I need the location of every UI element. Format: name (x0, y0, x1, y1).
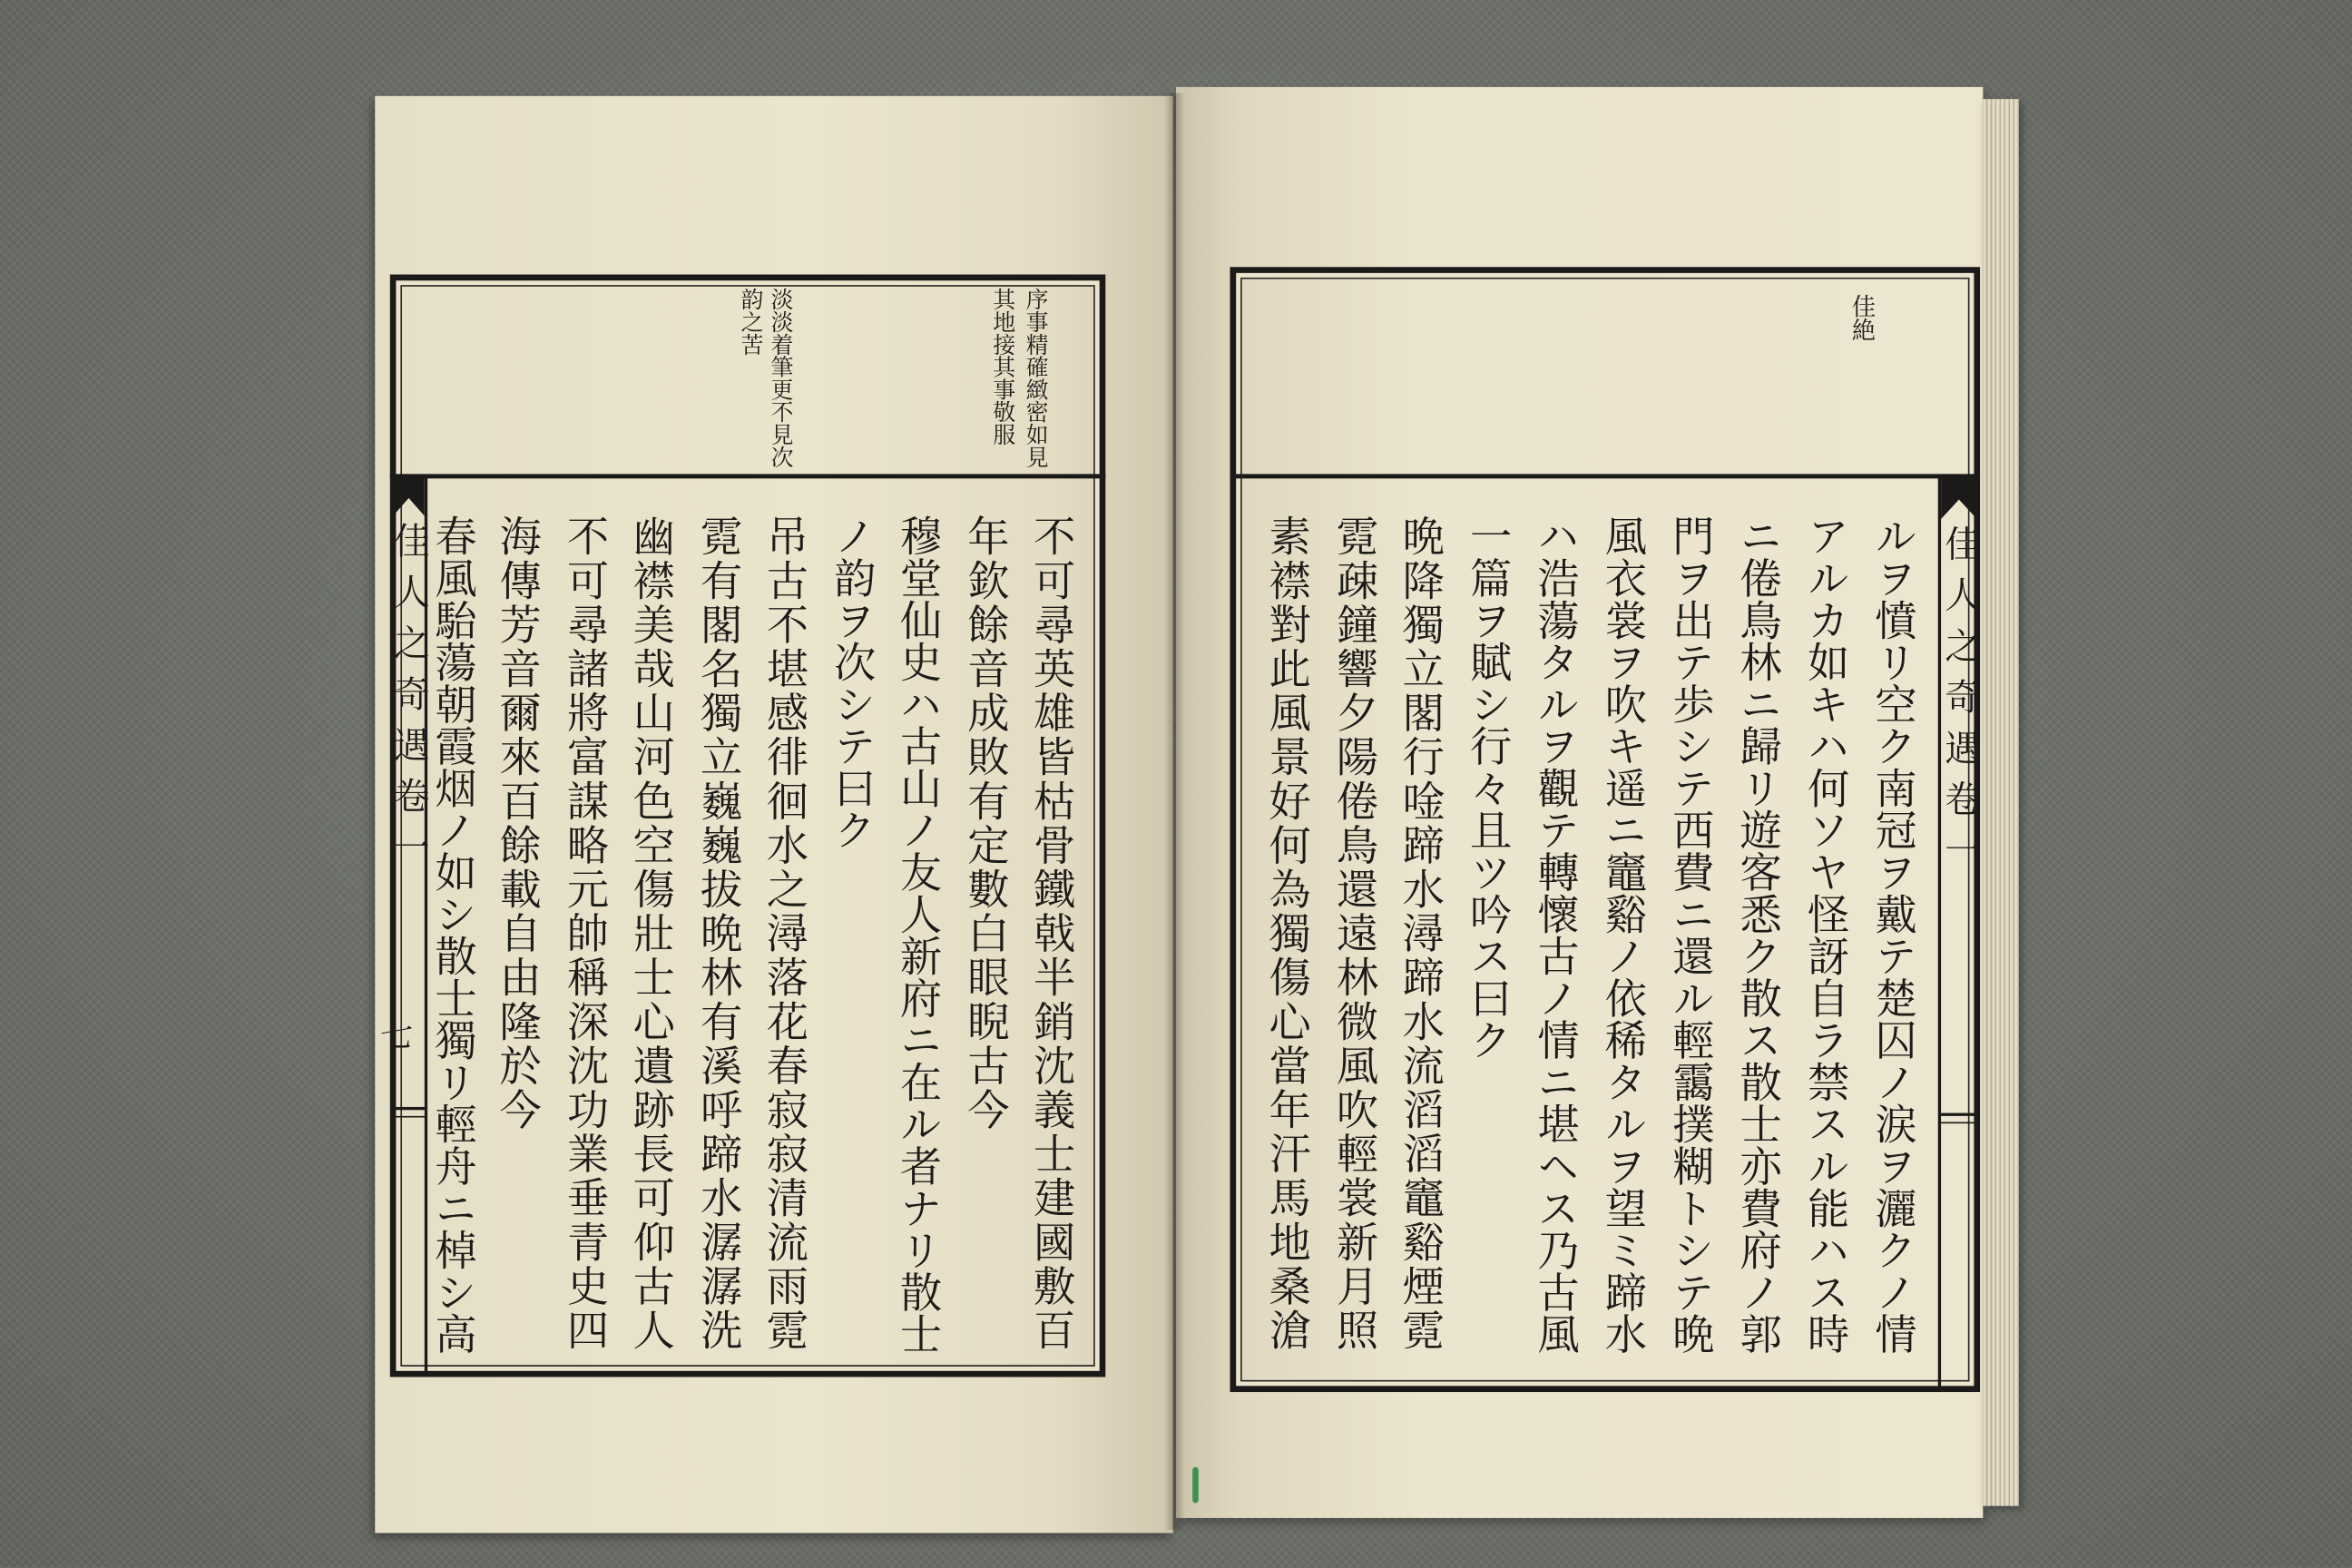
text-column: 幽襟美哉山河色空傷壯士心遺跡長可仰古人 (626, 514, 677, 1353)
text-column: 門ヲ出テ歩シテ西費ニ還ル輕靄撲糊トシテ晩 (1666, 514, 1717, 1355)
text-column: 吊古不堪感徘徊水之潯落花春寂寂清流雨霓 (760, 514, 810, 1353)
text-column: 海傳芳音爾來百餘載自由隆於今 (493, 514, 544, 1132)
text-column: ハ浩蕩タルヲ觀テ轉懷古ノ情ニ堪ヘス乃古風 (1531, 514, 1582, 1355)
header-note: 韵之苦 (738, 288, 766, 356)
text-column: 一篇ヲ賦シ行々且ツ吟ス曰ク (1464, 514, 1514, 1061)
text-column: 不可尋英雄皆枯骨鐵戟半銷沈義士建國敷百 (1027, 514, 1077, 1353)
right-header-rule (1230, 474, 1981, 478)
text-column: 晩降獨立閣行唫蹄水潯蹄水流滔滔竈谿煙霓 (1396, 514, 1446, 1353)
header-note: 其地接其事敬服 (990, 288, 1017, 446)
left-page-number: 七 (375, 1016, 413, 1051)
right-strip-divider (1941, 1113, 1977, 1116)
text-column: 素襟對此風景好何為獨傷心當年汗馬地桑滄 (1262, 514, 1313, 1353)
right-strip-divider (1941, 1122, 1977, 1123)
left-header-rule (390, 474, 1106, 478)
book-fold (1164, 93, 1185, 1530)
text-column: 春風駘蕩朝霞烟ノ如シ散士獨リ輕舟ニ棹シ高 (428, 514, 479, 1355)
page-edges (1983, 99, 2019, 1506)
left-strip-divider (393, 1107, 426, 1110)
text-column: ルヲ憤リ空ク南冠ヲ戴テ楚囚ノ涙ヲ灑クノ情 (1868, 514, 1919, 1355)
fishtail-mark-icon (393, 477, 425, 519)
header-note: 淡淡着筆更不見次 (768, 288, 796, 468)
text-column: 穆堂仙史ハ古山ノ友人新府ニ在ル者ナリ散士 (894, 514, 944, 1355)
text-column: 霓疎鐘響夕陽倦鳥還遠林微風吹輕裳新月照 (1330, 514, 1380, 1353)
header-note: 序事精確緻密如見 (1023, 288, 1051, 468)
text-column: ノ韵ヲ次シテ曰ク (828, 514, 878, 851)
text-column: ニ倦鳥林ニ歸リ遊客悉ク散ス散士亦費府ノ郭 (1733, 514, 1784, 1355)
text-column: 霓有閣名獨立巍巍拔晩林有溪呼蹄水潺潺洗 (694, 514, 744, 1353)
text-column: 不可尋諸將富謀略元帥稱深沈功業垂青史四 (561, 514, 611, 1353)
fishtail-mark-icon (1941, 477, 1977, 523)
text-column: アルカ如キハ何ソヤ怪訝自ラ禁スル能ハス時 (1801, 514, 1851, 1355)
text-column: 年欽餘音成敗有定數白眼睨古今 (961, 514, 1012, 1132)
text-column: 風衣裳ヲ吹キ遥ニ竈谿ノ依稀タルヲ望ミ蹄水 (1599, 514, 1649, 1355)
header-note: 佳絶 (1847, 293, 1877, 342)
left-page-title-label: 佳人之奇遇卷一 (387, 522, 429, 879)
left-strip-divider (393, 1116, 426, 1118)
binding-thread (1192, 1467, 1199, 1504)
right-page-title-label: 佳人之奇遇卷一 (1937, 524, 1981, 882)
